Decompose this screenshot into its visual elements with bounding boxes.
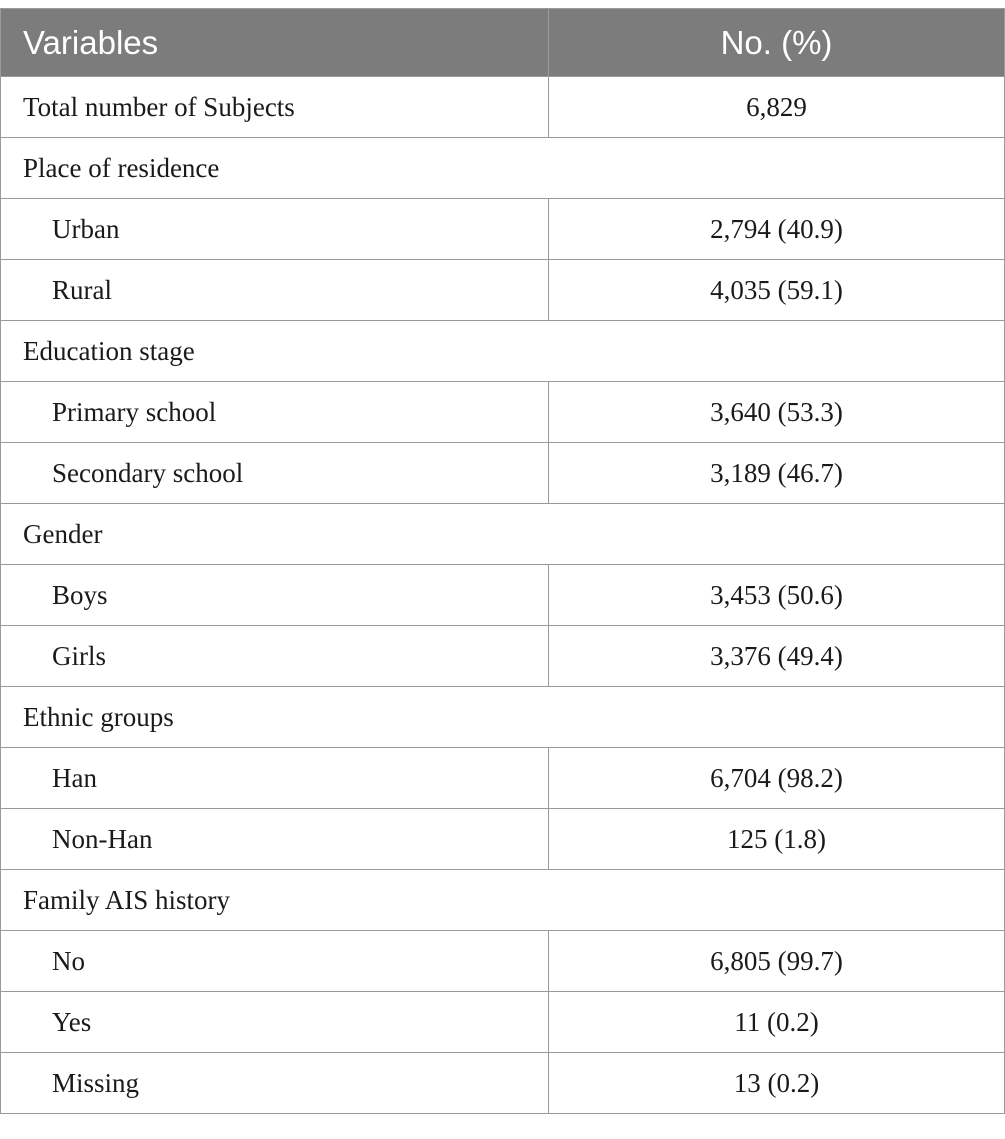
table-row — [1, 1053, 1005, 1114]
table-row — [1, 199, 1005, 260]
section-row — [1, 870, 1005, 931]
row-label: Total number of Subjects — [1, 77, 549, 138]
table-row — [1, 443, 1005, 504]
table-row — [1, 260, 1005, 321]
table-container — [0, 8, 1004, 1114]
row-value: 3,376 (49.4) — [549, 626, 1005, 687]
section-empty-cell — [549, 504, 1005, 565]
section-empty-cell — [549, 321, 1005, 382]
table-row — [1, 77, 1005, 138]
section-row — [1, 504, 1005, 565]
section-label: Ethnic groups — [1, 687, 549, 748]
table-body — [1, 77, 1005, 1114]
row-label: Yes — [1, 992, 549, 1053]
section-label: Education stage — [1, 321, 549, 382]
row-value: 3,640 (53.3) — [549, 382, 1005, 443]
row-label: Non-Han — [1, 809, 549, 870]
section-empty-cell — [549, 687, 1005, 748]
row-value: 6,805 (99.7) — [549, 931, 1005, 992]
header-row — [1, 9, 1005, 77]
row-label: No — [1, 931, 549, 992]
table-row — [1, 748, 1005, 809]
row-label: Urban — [1, 199, 549, 260]
table-row — [1, 565, 1005, 626]
row-value: 11 (0.2) — [549, 992, 1005, 1053]
row-label: Han — [1, 748, 549, 809]
section-label: Family AIS history — [1, 870, 549, 931]
table-row — [1, 809, 1005, 870]
demographics-table — [0, 8, 1005, 1114]
row-value: 13 (0.2) — [549, 1053, 1005, 1114]
header-value: No. (%) — [549, 9, 1005, 77]
row-value: 3,453 (50.6) — [549, 565, 1005, 626]
row-label: Secondary school — [1, 443, 549, 504]
section-label: Place of residence — [1, 138, 549, 199]
row-value: 6,704 (98.2) — [549, 748, 1005, 809]
header-variables: Variables — [1, 9, 549, 77]
row-value: 6,829 — [549, 77, 1005, 138]
section-empty-cell — [549, 138, 1005, 199]
table-row — [1, 931, 1005, 992]
section-row — [1, 687, 1005, 748]
section-row — [1, 138, 1005, 199]
row-value: 2,794 (40.9) — [549, 199, 1005, 260]
table-row — [1, 626, 1005, 687]
section-row — [1, 321, 1005, 382]
row-label: Primary school — [1, 382, 549, 443]
section-empty-cell — [549, 870, 1005, 931]
section-label: Gender — [1, 504, 549, 565]
row-label: Girls — [1, 626, 549, 687]
row-label: Boys — [1, 565, 549, 626]
row-value: 3,189 (46.7) — [549, 443, 1005, 504]
table-row — [1, 382, 1005, 443]
row-label: Missing — [1, 1053, 549, 1114]
row-label: Rural — [1, 260, 549, 321]
row-value: 125 (1.8) — [549, 809, 1005, 870]
row-value: 4,035 (59.1) — [549, 260, 1005, 321]
table-row — [1, 992, 1005, 1053]
